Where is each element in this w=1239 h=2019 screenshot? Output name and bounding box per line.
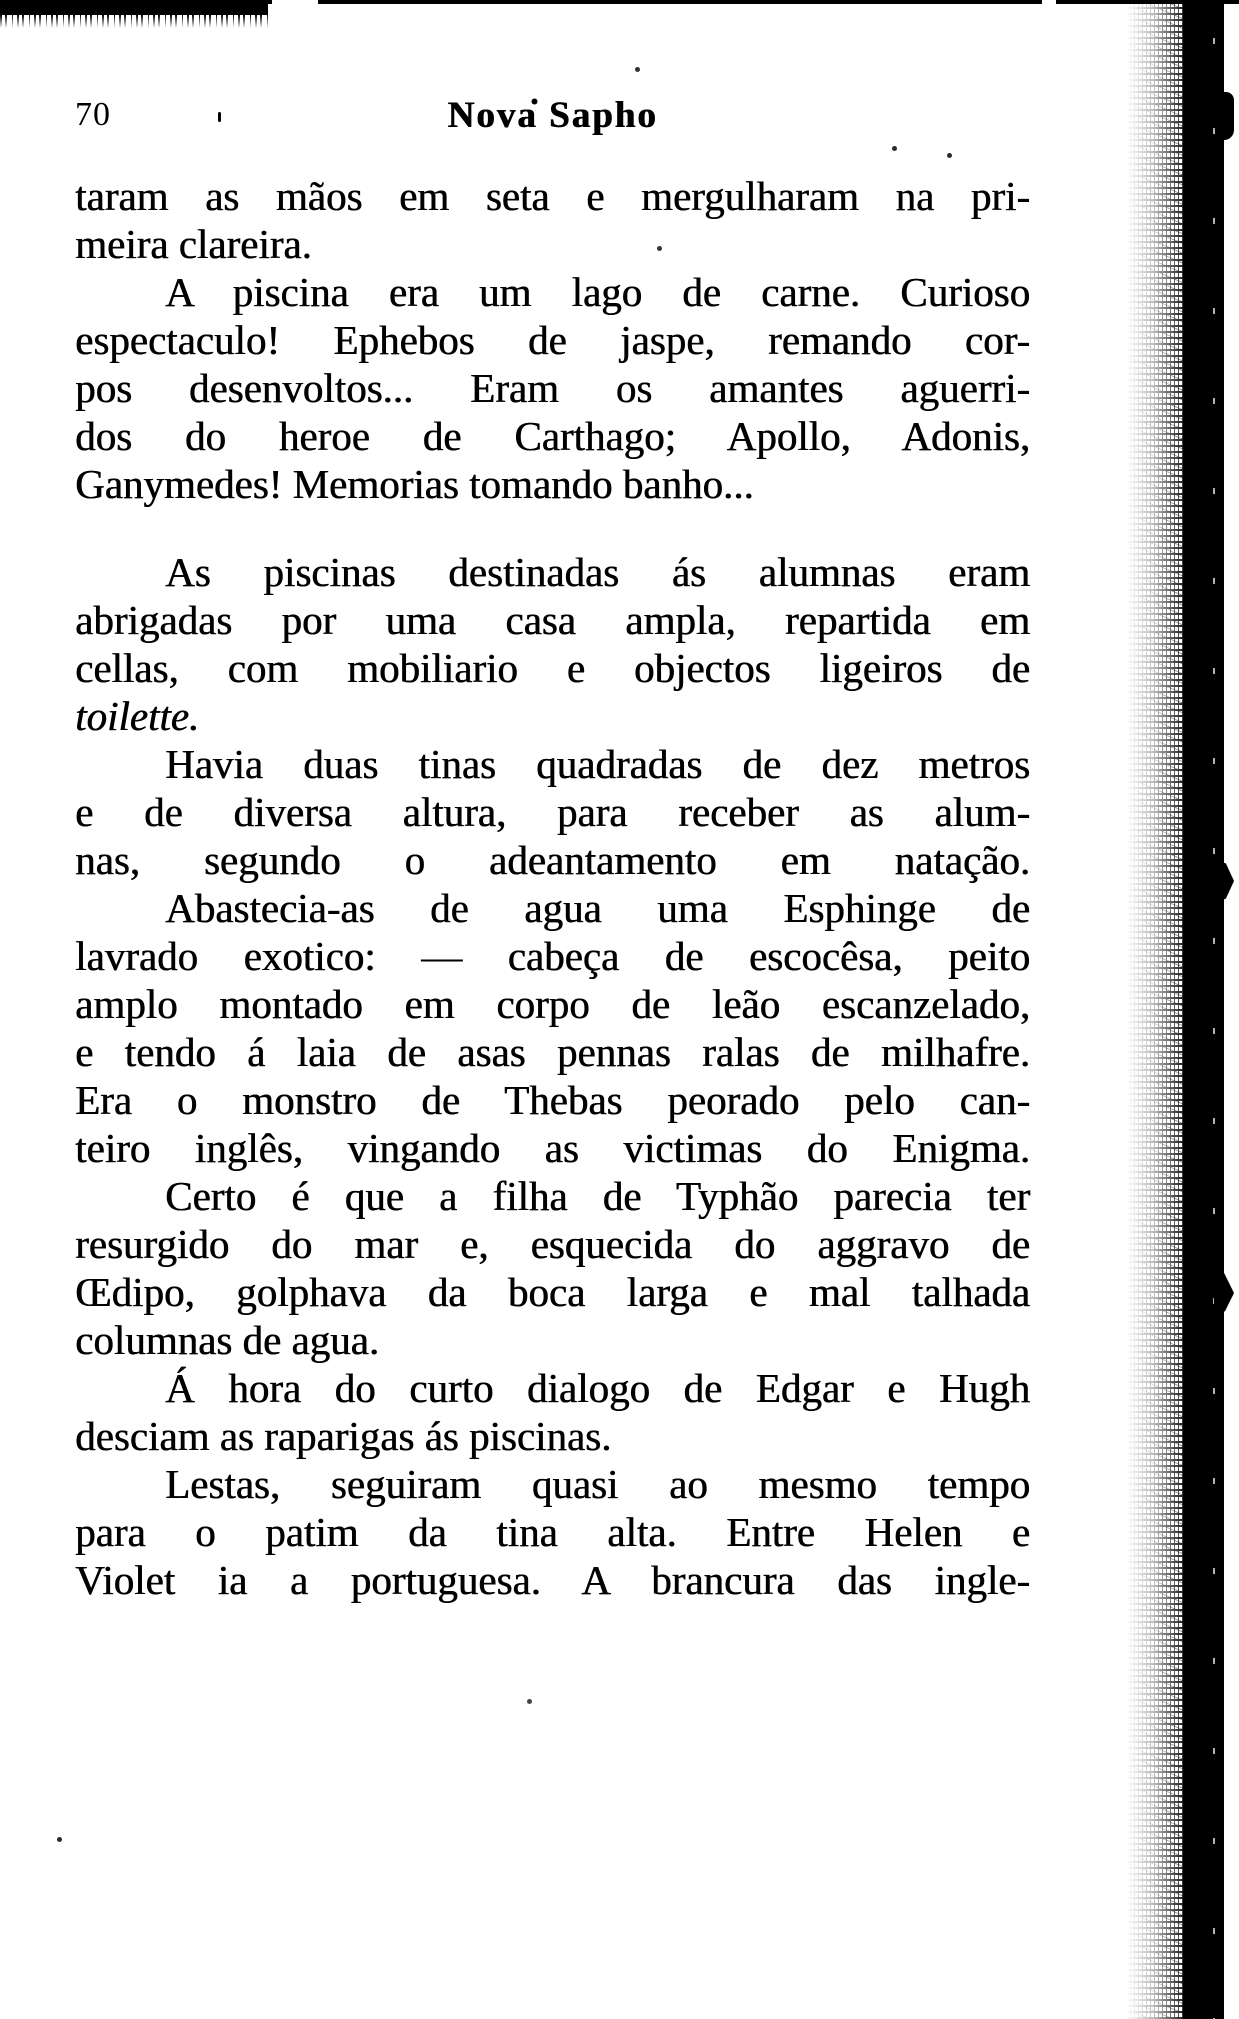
text-line: lavrado exotico: — cabeça de escocêsa, peito [75,933,1030,979]
text-line: resurgido do mar e, esquecida do aggravo de [75,1221,1030,1267]
text-line: abrigadas por uma casa ampla, repartida em [75,597,1030,643]
scan-right-edge-bump [1216,860,1234,902]
text-line: taram as mãos em seta e mergulharam na pri- [75,173,1030,219]
scan-right-edge-bump [1214,1268,1234,1316]
text-line: espectaculo! Ephebos de jaspe, remando cor- [75,317,1030,363]
text-line: Lestas, seguiram quasi ao mesmo tempo [165,1461,1030,1507]
scan-top-edge-gap [272,0,318,4]
page-body-lines [75,172,1030,1604]
text-line: teiro inglês, vingando as victimas do Enigma. [75,1125,1030,1171]
text-line: As piscinas destinadas ás alumnas eram [165,549,1030,595]
text-line: Á hora do curto dialogo de Edgar e Hugh [165,1365,1030,1411]
text-line: dos do heroe de Carthago; Apollo, Adonis, [75,413,1030,459]
scan-top-edge-band [0,0,268,15]
scan-right-edge-bar [1183,0,1224,2019]
text-line: Violet ia a portuguesa. A brancura das ingle- [75,1557,1030,1603]
text-line: A piscina era um lago de carne. Curioso [165,269,1030,315]
text-line: Ganymedes! Memorias tomando banho... [75,461,754,507]
text-line: e tendo á laia de asas pennas ralas de milhafre. [75,1029,1030,1075]
text-line: Œdipo, golphava da boca larga e mal talhada [75,1269,1030,1315]
text-line: desciam as raparigas ás piscinas. [75,1413,612,1459]
text-line: para o patim da tina alta. Entre Helen e [75,1509,1030,1555]
text-line: toilette. [75,693,200,739]
page-header [75,94,1030,142]
text-line: Era o monstro de Thebas peorado pelo can- [75,1077,1030,1123]
scan-right-edge-noise [1126,0,1188,2019]
running-title: Nova Sapho [447,95,658,136]
text-line: Abastecia-as de agua uma Esphinge de [165,885,1030,931]
text-line: meira clareira. [75,221,312,267]
text-line: Havia duas tinas quadradas de dez metros [165,741,1030,787]
text-line: nas, segundo o adeantamento em natação. [75,837,1030,883]
text-line: cellas, com mobiliario e objectos ligeiros de [75,645,1030,691]
text-line: amplo montado em corpo de leão escanzelado, [75,981,1030,1027]
text-line: Certo é que a filha de Typhão parecia ter [165,1173,1030,1219]
scan-right-edge-bump [1218,92,1234,140]
page-number: 70 [75,96,111,133]
scan-top-edge-gap [1042,0,1056,4]
text-line: columnas de agua. [75,1317,379,1363]
text-line: pos desenvoltos... Eram os amantes aguerri- [75,365,1030,411]
text-line: e de diversa altura, para receber as alum- [75,789,1030,835]
